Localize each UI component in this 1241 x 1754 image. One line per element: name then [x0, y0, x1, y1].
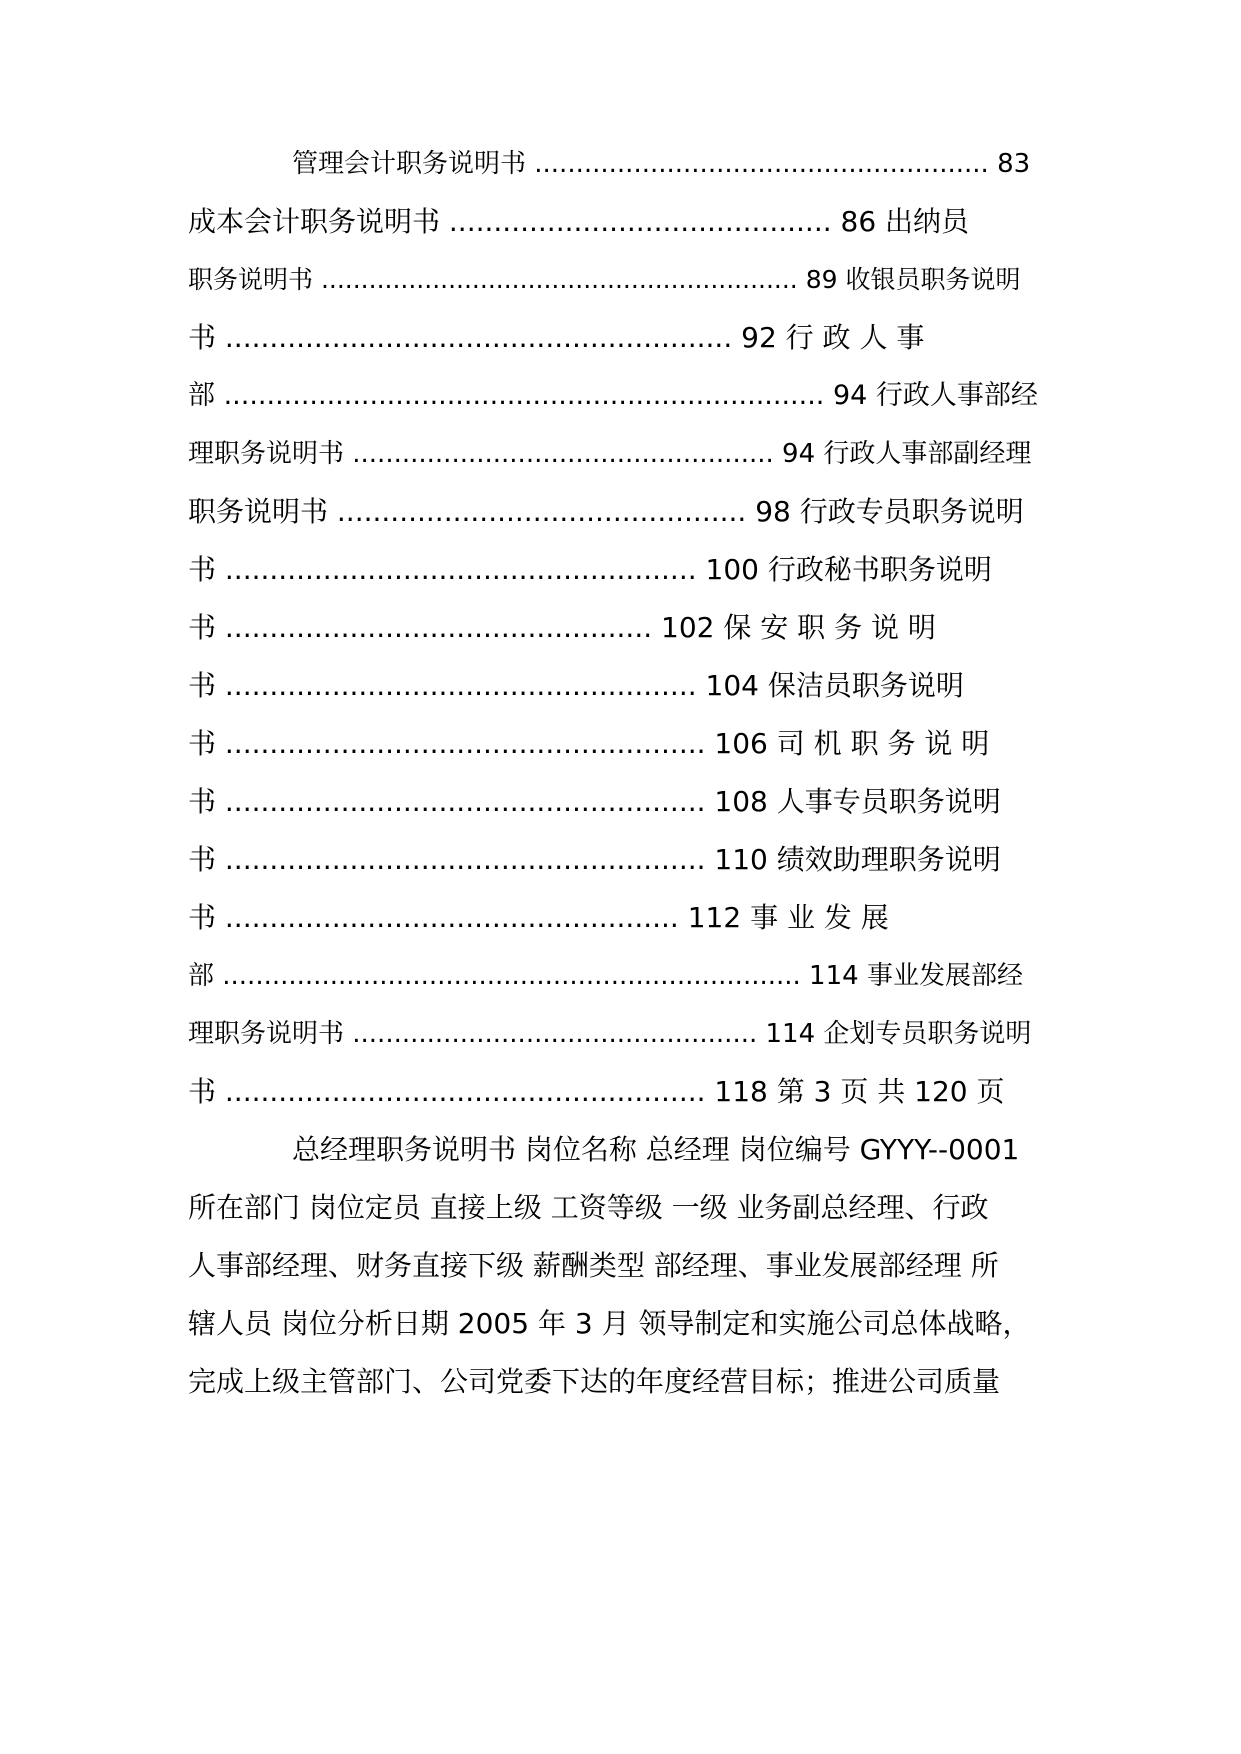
toc-line-13: 书 ...................................................... 110 绩效助理职务说明 — [188, 843, 1001, 876]
toc-line-7: 职务说明书 .............................................. 98 行政专员职务说明 — [188, 495, 1024, 528]
body-line-5: 完成上级主管部门、公司党委下达的年度经营目标；推进公司质量 — [188, 1365, 1001, 1398]
toc-line-2: 成本会计职务说明书 ........................................... 86 出纳员 — [188, 205, 970, 238]
toc-line-8: 书 ..................................................... 100 行政秘书职务说明 — [188, 553, 992, 586]
toc-line-16: 理职务说明书 ................................................. 114 企划专员职务说明 — [188, 1019, 1032, 1049]
toc-line-14: 书 ................................................... 112 事 业 发 展 — [188, 901, 889, 934]
toc-line-15: 部 ...................................................................... 114 事业发展部经 — [188, 961, 1023, 991]
body-line-4: 辖人员 岗位分析日期 2005 年 3 月 领导制定和实施公司总体战略， — [188, 1307, 1031, 1340]
toc-line-9: 书 ................................................ 102 保 安 职 务 说 明 — [188, 611, 936, 644]
toc-line-12: 书 ...................................................... 108 人事专员职务说明 — [188, 785, 1001, 818]
body-line-2: 所在部门 岗位定员 直接上级 工资等级 一级 业务副总经理、行政 — [188, 1191, 989, 1224]
toc-line-10: 书 ..................................................... 104 保洁员职务说明 — [188, 669, 964, 702]
toc-line-1: 管理会计职务说明书 ....................................................... 83 — [292, 149, 1031, 179]
toc-line-6: 理职务说明书 ................................................... 94 行政人事部副经理 — [188, 439, 1032, 469]
toc-line-4: 书 ......................................................... 92 行 政 人 事 — [188, 321, 925, 354]
toc-line-3: 职务说明书 ............................................................ 89 收银员职务说明 — [188, 265, 1021, 294]
body-line-3: 人事部经理、财务直接下级 薪酬类型 部经理、事业发展部经理 所 — [188, 1249, 999, 1282]
body-line-1: 总经理职务说明书 岗位名称 总经理 岗位编号 GYYY--0001 — [292, 1133, 1020, 1166]
toc-line-17: 书 ...................................................... 118 第 3 页 共 120 页 — [188, 1075, 1005, 1108]
toc-line-11: 书 ...................................................... 106 司 机 职 务 说 明 — [188, 727, 990, 760]
toc-line-5: 部 ...................................................................... 94 行政人事部经 — [188, 380, 1038, 411]
